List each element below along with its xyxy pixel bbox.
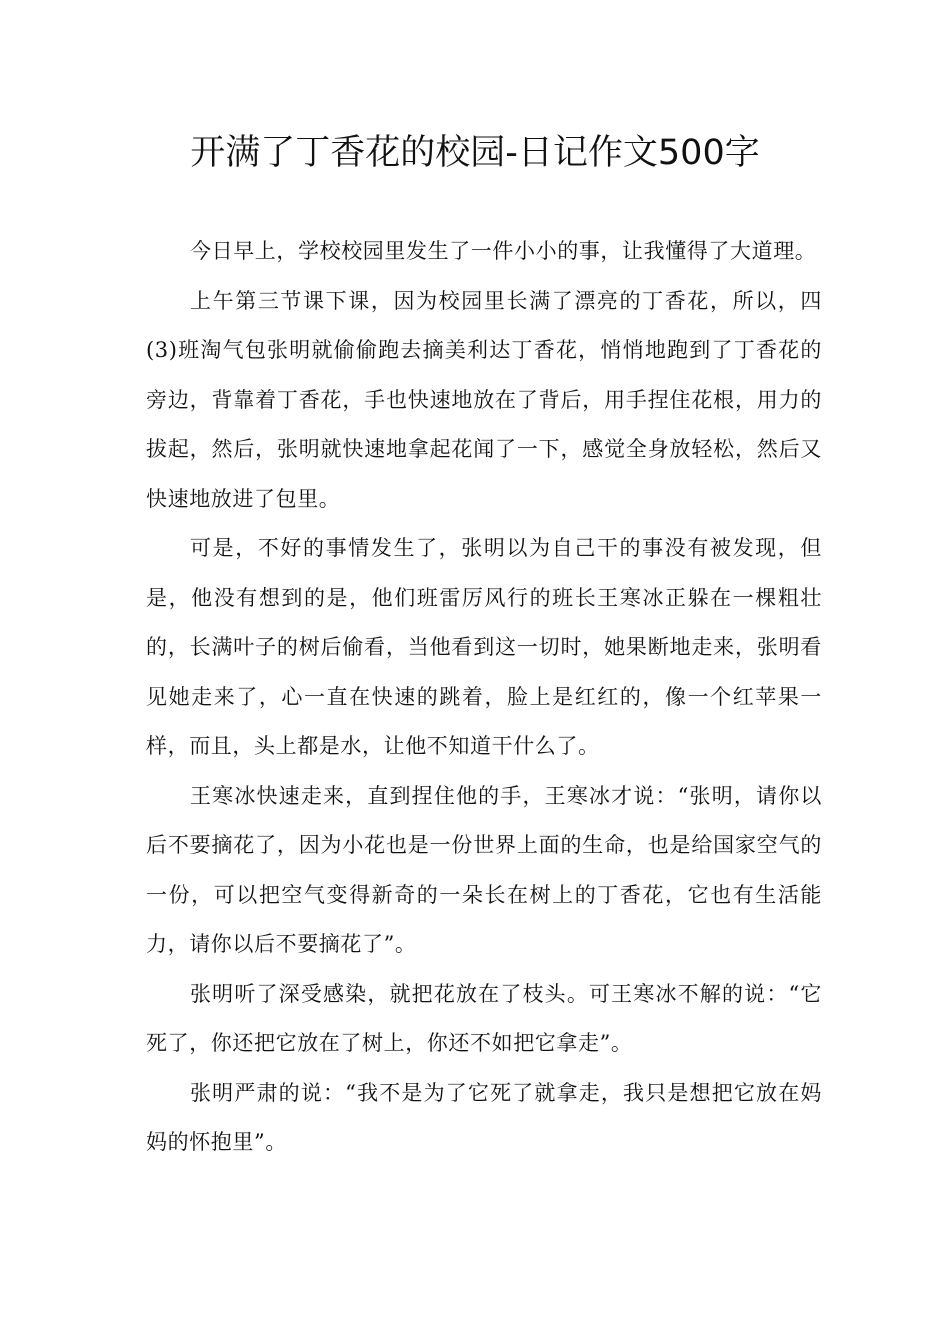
document-body (146, 227, 822, 1168)
document-title: 开满了丁香花的校园-日记作文500字 (190, 133, 760, 173)
paragraph: 张明听了深受感染，就把花放在了枝头。可王寒冰不解的说：“它死了，你还把它放在了树上，你还不如把它拿走”。 (146, 981, 822, 1055)
paragraph: 今日早上，学校校园里发生了一件小小的事，让我懂得了大道理。 (190, 239, 817, 263)
paragraph: 王寒冰快速走来，直到捏住他的手，王寒冰才说：“张明，请你以后不要摘花了，因为小花也是一份世界上面的生命，也是给国家空气的一份，可以把空气变得新奇的一朵长在树上的丁香花，它也有生活能力，请你以后不要摘花了”。 (146, 783, 822, 956)
paragraph: 上午第三节课下课，因为校园里长满了漂亮的丁香花，所以，四(3)班淘气包张明就偷偷跑去摘美利达丁香花，悄悄地跑到了丁香花的旁边，背靠着丁香花，手也快速地放在了背后，用手捏住花根，用力的拔起，然后，张明就快速地拿起花闻了一下，感觉全身放轻松，然后又快速地放进了包里。 (146, 288, 822, 511)
paragraph: 可是，不好的事情发生了，张明以为自己干的事没有被发现，但是，他没有想到的是，他们班雷厉风行的班长王寒冰正躲在一棵粗壮的，长满叶子的树后偷看，当他看到这一切时，她果断地走来，张明看见她走来了，心一直在快速的跳着，脸上是红红的，像一个红苹果一样，而且，头上都是水，让他不知道干什么了。 (146, 536, 822, 758)
paragraph: 张明严肃的说：“我不是为了它死了就拿走，我只是想把它放在妈妈的怀抱里”。 (146, 1080, 822, 1154)
